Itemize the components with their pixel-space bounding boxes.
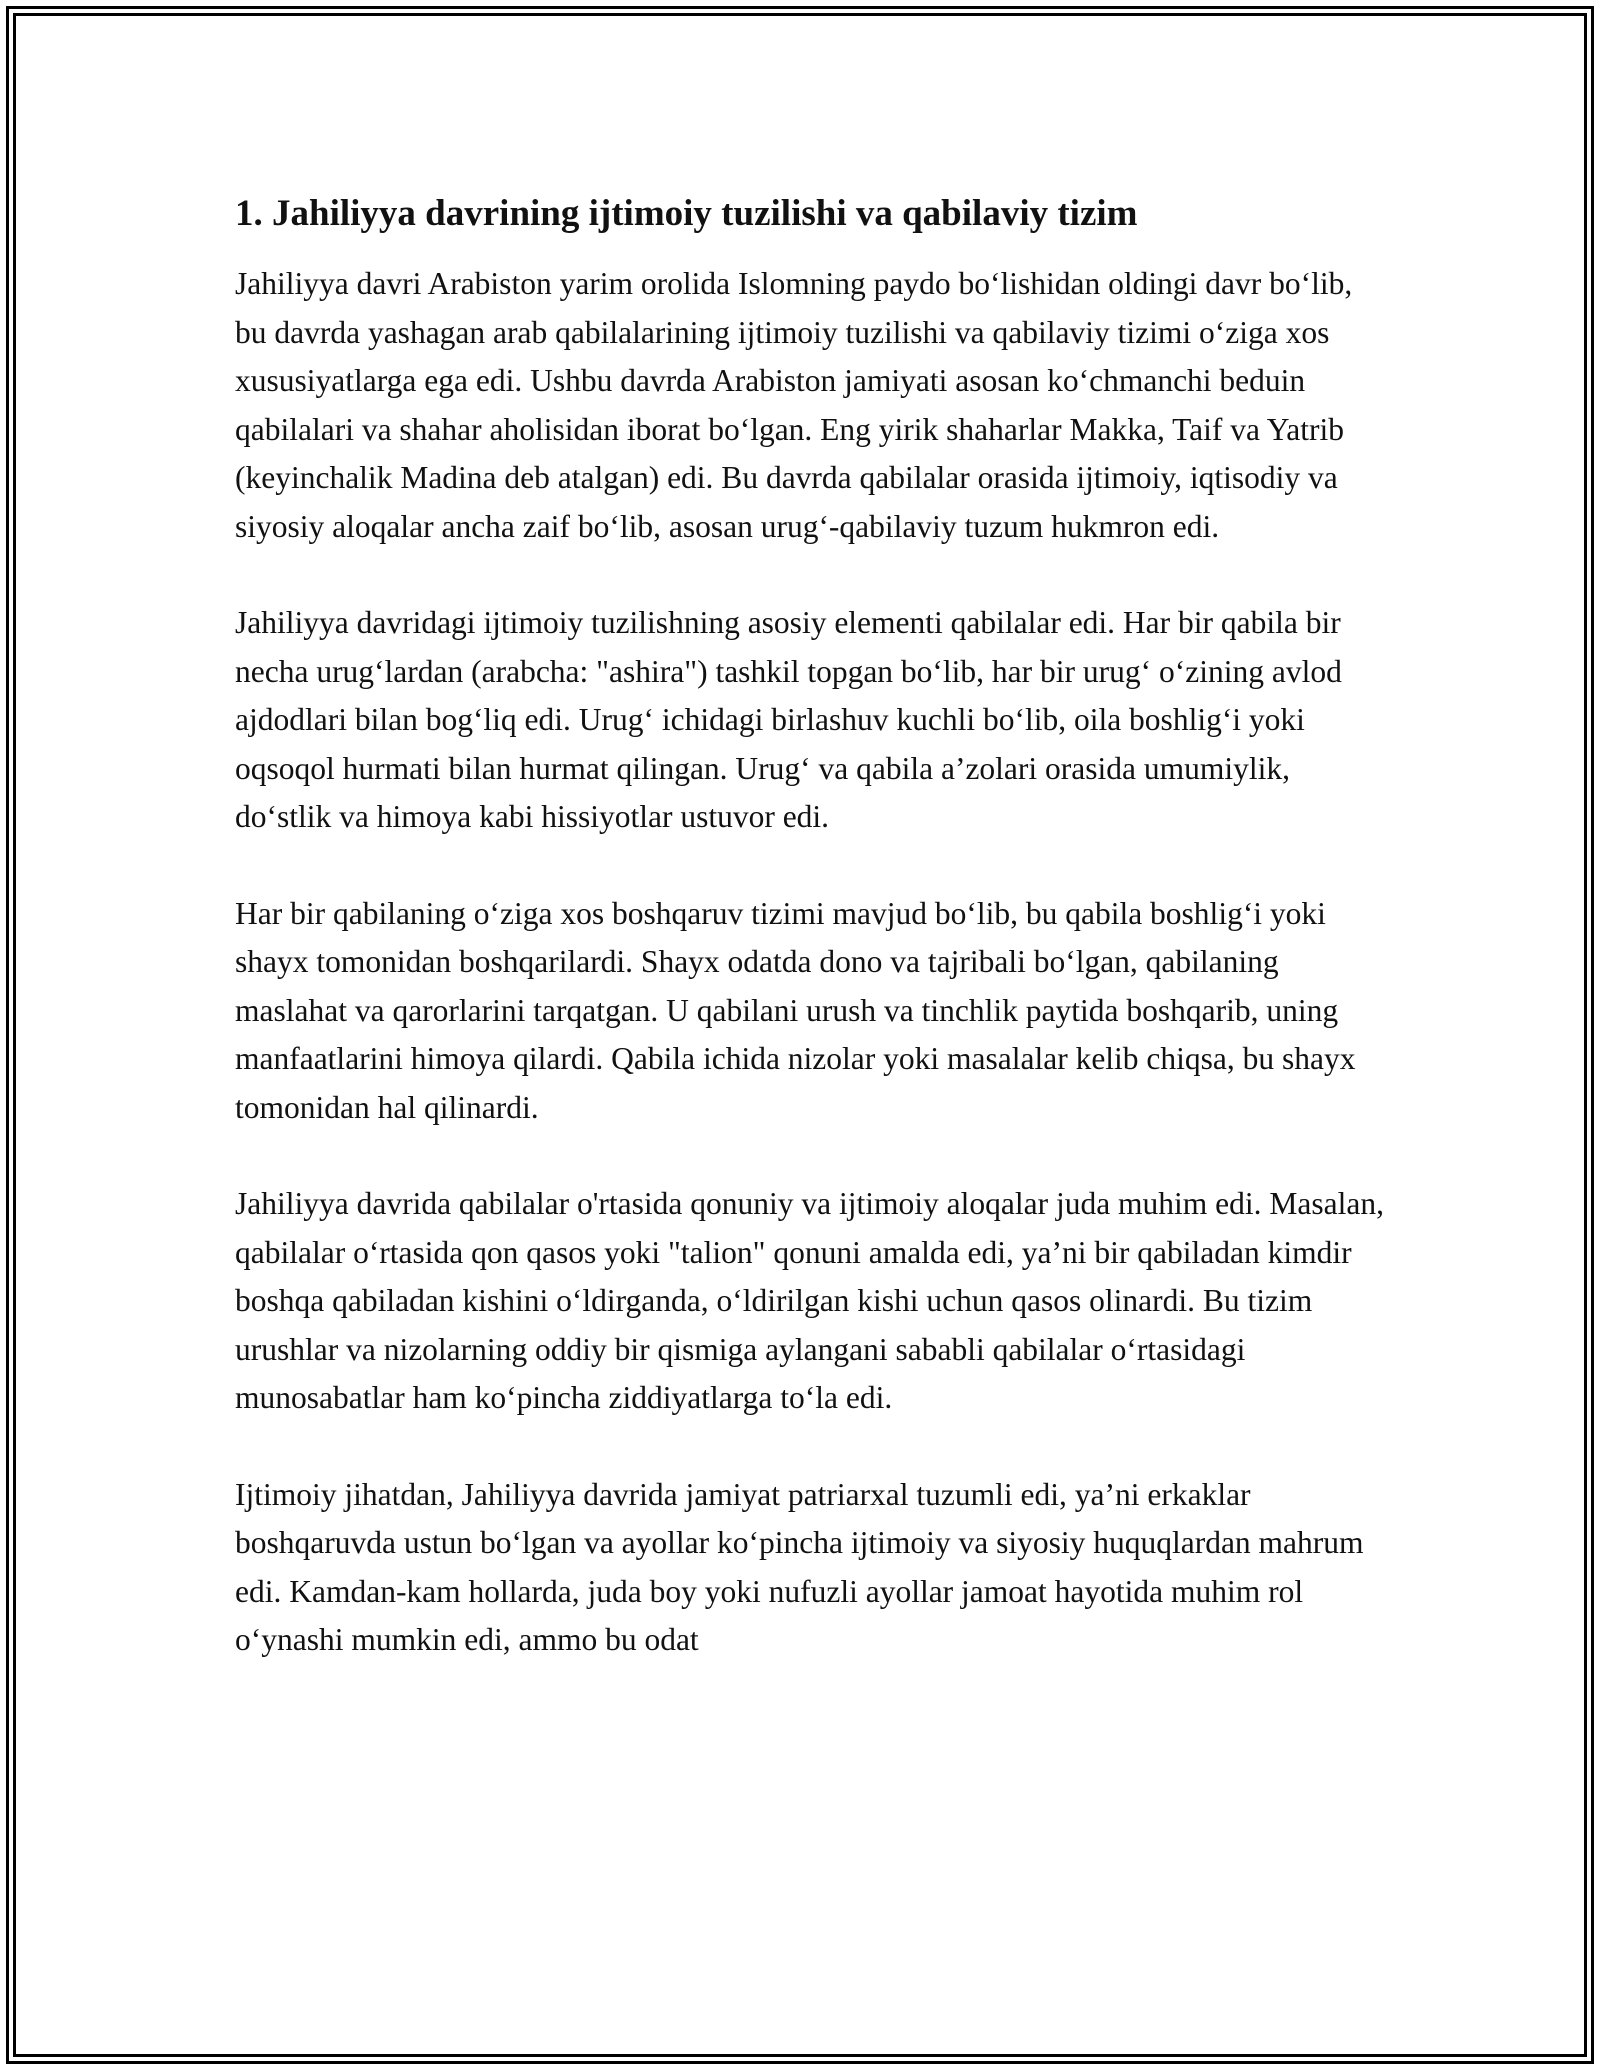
paragraph-2: Jahiliyya davridagi ijtimoiy tuzilishning asosiy elementi qabilalar edi. Har bir qabila bir necha urug‘lardan (arabcha: "ashira") tashkil topgan bo‘lib, har bir urug‘ o‘zining avlod ajdodlari bilan bog‘liq edi. Urug‘ ichidagi birlashuv kuchli bo‘lib, oila boshlig‘i yoki oqsoqol hurmati bilan hurmat qilingan. Urug‘ va qabila a’zolari orasida umumiylik, do‘stlik va himoya kabi hissiyotlar ustuvor edi.	[235, 605, 1342, 834]
paragraph-1: Jahiliyya davri Arabiston yarim orolida Islomning paydo bo‘lishidan oldingi davr bo‘lib, bu davrda yashagan arab qabilalarining ijtimoiy tuzilishi va qabilaviy tizimi o‘ziga xos xususiyatlarga ega edi. Ushbu davrda Arabiston jamiyati asosan ko‘chmanchi beduin qabilalari va shahar aholisidan iborat bo‘lgan. Eng yirik shaharlar Makka, Taif va Yatrib (keyinchalik Madina deb atalgan) edi. Bu davrda qabilalar orasida ijtimoiy, iqtisodiy va siyosiy aloqalar ancha zaif bo‘lib, asosan urug‘-qabilaviy tuzum hukmron edi.	[235, 266, 1353, 544]
section-heading: 1. Jahiliyya davrining ijtimoiy tuzilishi va qabilaviy tizim	[235, 193, 1138, 234]
paragraph-5: Ijtimoiy jihatdan, Jahiliyya davrida jamiyat patriarxal tuzumli edi, ya’ni erkaklar boshqaruvda ustun bo‘lgan va ayollar ko‘pincha ijtimoiy va siyosiy huquqlardan mahrum edi. Kamdan-kam hollarda, juda boy yoki nufuzli ayollar jamoat hayotida muhim rol o‘ynashi mumkin edi, ammo bu odat	[235, 1476, 1364, 1657]
document-page	[235, 186, 1385, 1665]
paragraph-3: Har bir qabilaning o‘ziga xos boshqaruv tizimi mavjud bo‘lib, bu qabila boshlig‘i yoki shayx tomonidan boshqarilardi. Shayx odatda dono va tajribali bo‘lgan, qabilaning maslahat va qarorlarini tarqatgan. U qabilani urush va tinchlik paytida boshqarib, uning manfaatlarini himoya qilardi. Qabila ichida nizolar yoki masalalar kelib chiqsa, bu shayx tomonidan hal qilinardi.	[235, 895, 1356, 1125]
paragraph-4: Jahiliyya davrida qabilalar o'rtasida qonuniy va ijtimoiy aloqalar juda muhim edi. Masalan, qabilalar o‘rtasida qon qasos yoki "talion" qonuni amalda edi, ya’ni bir qabiladan kimdir boshqa qabiladan kishini o‘ldirganda, o‘ldirilgan kishi uchun qasos olinardi. Bu tizim urushlar va nizolarning oddiy bir qismiga aylangani sababli qabilalar o‘rtasidagi munosabatlar ham ko‘pincha ziddiyatlarga to‘la edi.	[235, 1186, 1384, 1415]
